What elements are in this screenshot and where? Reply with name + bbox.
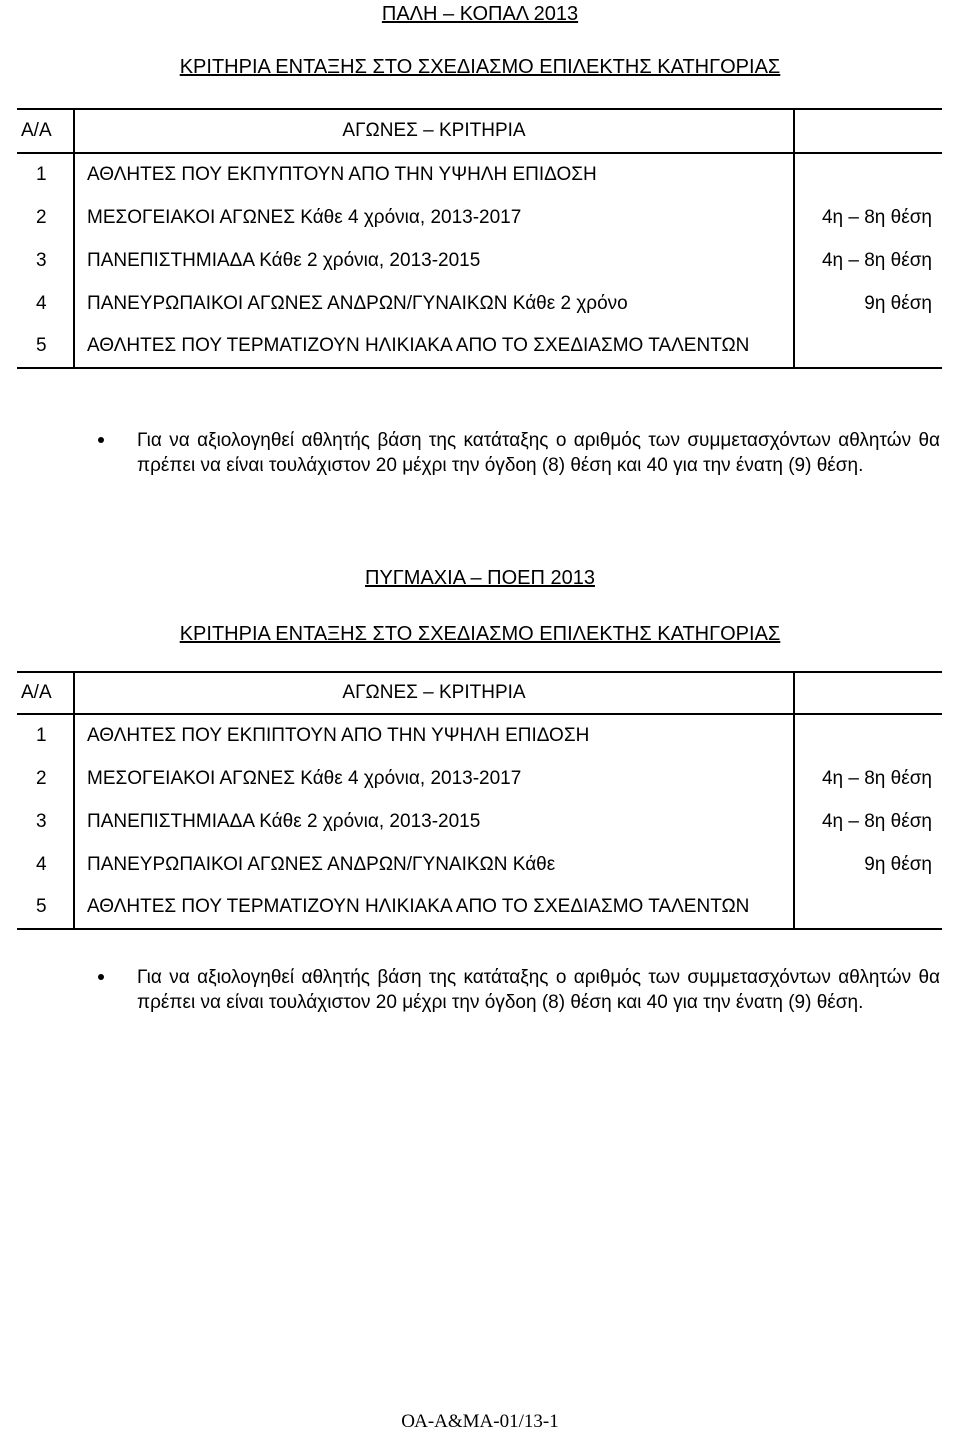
row-result: 9η θέση [864, 853, 932, 875]
document-code-footer: ΟΑ-Α&ΜΑ-01/13-1 [401, 1411, 559, 1432]
row-text: ΜΕΣΟΓΕΙΑΚΟΙ ΑΓΩΝΕΣ Κάθε 4 χρόνια, 2013-2017 [74, 196, 794, 239]
table-row [17, 714, 942, 757]
row-number: 5 [17, 886, 74, 929]
row-text: ΑΘΛΗΤΕΣ ΠΟΥ ΤΕΡΜΑΤΙΖΟΥΝ ΗΛΙΚΙΑΚΑ ΑΠΟ ΤΟ ΣΧΕΔΙΑΣΜΟ ΤΑΛΕΝΤΩΝ [74, 886, 794, 929]
table-row [17, 196, 942, 239]
row-number: 3 [17, 239, 74, 282]
row-number: 1 [17, 714, 74, 757]
header-criteria: ΑΓΩΝΕΣ – ΚΡΙΤΗΡΙΑ [74, 672, 794, 714]
table-row [17, 239, 942, 282]
row-result [794, 886, 942, 929]
header-aa: Α/Α [17, 672, 74, 714]
row-text: ΠΑΝΕΥΡΩΠΑΙΚΟΙ ΑΓΩΝΕΣ ΑΝΔΡΩΝ/ΓΥΝΑΙΚΩΝ Κάθε [74, 843, 794, 886]
note-text: Για να αξιολογηθεί αθλητής βάση της κατάταξης ο αριθμός των συμμετασχόντων αθλητών θα πρέπει να είναι τουλάχιστον 20 μέχρι την όγδοη (8) θέση και 40 για την ένατη (9) θέση. [137, 967, 940, 1013]
row-number: 5 [17, 325, 74, 368]
header-criteria: ΑΓΩΝΕΣ – ΚΡΙΤΗΡΙΑ [74, 109, 794, 153]
header-result [794, 672, 942, 714]
table-header-row [17, 672, 942, 714]
bullet-dot-icon [98, 974, 104, 980]
table-row [17, 843, 942, 886]
section-subtitle: ΚΡΙΤΗΡΙΑ ΕΝΤΑΞΗΣ ΣΤΟ ΣΧΕΔΙΑΣΜΟ ΕΠΙΛΕΚΤΗΣ ΚΑΤΗΓΟΡΙΑΣ [179, 623, 781, 645]
row-text: ΑΘΛΗΤΕΣ ΠΟΥ ΕΚΠΥΠΤΟΥΝ ΑΠΟ ΤΗΝ ΥΨΗΛΗ ΕΠΙΔΟΣΗ [74, 153, 794, 196]
row-result: 9η θέση [864, 292, 932, 314]
table-row [17, 325, 942, 368]
table-header-row [17, 109, 942, 153]
criteria-table [17, 671, 942, 930]
table-row [17, 757, 942, 800]
row-number: 4 [17, 282, 74, 325]
note-text: Για να αξιολογηθεί αθλητής βάση της κατάταξης ο αριθμός των συμμετασχόντων αθλητών θα πρέπει να είναι τουλάχιστον 20 μέχρι την όγδοη (8) θέση και 40 για την ένατη (9) θέση. [137, 430, 940, 476]
row-result: 4η – 8η θέση [821, 206, 932, 228]
row-text: ΑΘΛΗΤΕΣ ΠΟΥ ΤΕΡΜΑΤΙΖΟΥΝ ΗΛΙΚΙΑΚΑ ΑΠΟ ΤΟ ΣΧΕΔΙΑΣΜΟ ΤΑΛΕΝΤΩΝ [74, 325, 794, 368]
row-text: ΠΑΝΕΥΡΩΠΑΙΚΟΙ ΑΓΩΝΕΣ ΑΝΔΡΩΝ/ΓΥΝΑΙΚΩΝ Κάθε 2 χρόνο [74, 282, 794, 325]
row-result: 4η – 8η θέση [821, 767, 932, 789]
header-result [794, 109, 942, 153]
table-row [17, 886, 942, 929]
row-number: 2 [17, 757, 74, 800]
row-result: 4η – 8η θέση [821, 810, 932, 832]
section-title: ΠΥΓΜΑΧΙΑ – ΠΟΕΠ 2013 [365, 567, 595, 589]
row-number: 1 [17, 153, 74, 196]
row-result: 4η – 8η θέση [821, 249, 932, 271]
row-text: ΠΑΝΕΠΙΣΤΗΜΙΑΔΑ Κάθε 2 χρόνια, 2013-2015 [74, 800, 794, 843]
section-subtitle: ΚΡΙΤΗΡΙΑ ΕΝΤΑΞΗΣ ΣΤΟ ΣΧΕΔΙΑΣΜΟ ΕΠΙΛΕΚΤΗΣ ΚΑΤΗΓΟΡΙΑΣ [179, 56, 781, 78]
criteria-table [17, 108, 942, 369]
eligibility-note [96, 428, 940, 478]
row-text: ΜΕΣΟΓΕΙΑΚΟΙ ΑΓΩΝΕΣ Κάθε 4 χρόνια, 2013-2017 [74, 757, 794, 800]
row-result [794, 325, 942, 368]
table-row [17, 153, 942, 196]
row-number: 4 [17, 843, 74, 886]
eligibility-note [96, 965, 940, 1015]
section-title: ΠΑΛΗ – ΚΟΠΑΛ 2013 [381, 3, 579, 25]
row-number: 2 [17, 196, 74, 239]
row-text: ΠΑΝΕΠΙΣΤΗΜΙΑΔΑ Κάθε 2 χρόνια, 2013-2015 [74, 239, 794, 282]
row-text: ΑΘΛΗΤΕΣ ΠΟΥ ΕΚΠΙΠΤΟΥΝ ΑΠΟ ΤΗΝ ΥΨΗΛΗ ΕΠΙΔΟΣΗ [74, 714, 794, 757]
row-result [794, 714, 942, 757]
bullet-dot-icon [98, 437, 104, 443]
header-aa: Α/Α [17, 109, 74, 153]
table-row [17, 800, 942, 843]
row-result [794, 153, 942, 196]
row-number: 3 [17, 800, 74, 843]
table-row [17, 282, 942, 325]
